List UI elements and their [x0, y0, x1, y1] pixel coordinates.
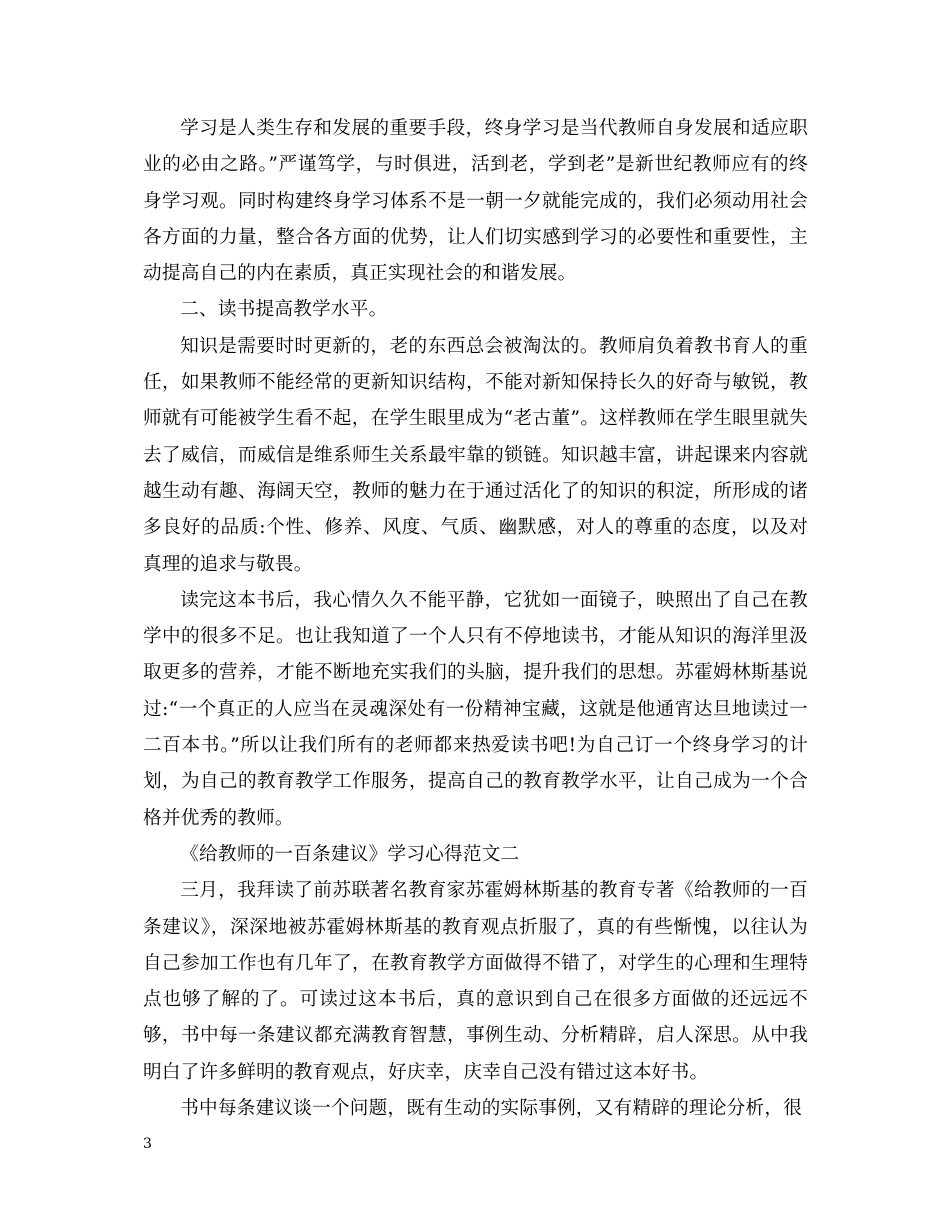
paragraph-each-suggestion: 书中每条建议谈一个问题，既有生动的实际事例，又有精辟的理论分析，很: [180, 1098, 803, 1120]
essay-title-two: 《给教师的一百条建议》学习心得范文二: [180, 843, 520, 865]
paragraph-after-reading: 读完这本书后，我心情久久不能平静，它犹如一面镜子，映照出了自己在教学中的很多不足。也让我知道了一个人只有不停地读书，才能从知识的海洋里汲取更多的营养，才能不断地充实我们的头脑，提升我们的思想。苏霍姆林斯基说过:“一个真正的人应当在灵魂深处有一份精神宝藏，这就是他通宵达旦地读过一二百本书。”所以让我们所有的老师都来热爱读书吧!为自己订一个终身学习的计划，为自己的教育教学工作服务，提高自己的教育教学水平，让自己成为一个合格并优秀的教师。: [143, 589, 808, 829]
page-number: 3: [143, 1136, 152, 1152]
document-body: [143, 111, 808, 1127]
paragraph-lifelong-learning: 学习是人类生存和发展的重要手段，终身学习是当代教师自身发展和适应职业的必由之路。”严谨笃学，与时俱进，活到老，学到老”是新世纪教师应有的终身学习观。同时构建终身学习体系不是一朝一夕就能完成的，我们必须动用社会各方面的力量，整合各方面的优势，让人们切实感到学习的必要性和重要性，主动提高自己的内在素质，真正实现社会的和谐发展。: [143, 118, 808, 285]
section-heading-reading: 二、读书提高教学水平。: [180, 299, 388, 321]
paragraph-march: 三月，我拜读了前苏联著名教育家苏霍姆林斯基的教育专著《给教师的一百条建议》，深深地被苏霍姆林斯基的教育观点折服了，真的有些惭愧，以往认为自己参加工作也有几年了，在教育教学方面做得不错了，对学生的心理和生理特点也够了解的了。可读过这本书后，真的意识到自己在很多方面做的还远远不够，书中每一条建议都充满教育智慧，事例生动、分析精辟，启人深思。从中我明白了许多鲜明的教育观点，好庆幸，庆幸自己没有错过这本好书。: [143, 880, 808, 1083]
paragraph-knowledge-update: 知识是需要时时更新的，老的东西总会被淘汰的。教师肩负着教书育人的重任，如果教师不能经常的更新知识结构，不能对新知保持长久的好奇与敏锐，教师就有可能被学生看不起，在学生眼里成为“老古董”。这样教师在学生眼里就失去了威信，而威信是维系师生关系最牢靠的锁链。知识越丰富，讲起课来内容就越生动有趣、海阔天空，教师的魅力在于通过活化了的知识的积淀，所形成的诸多良好的品质:个性、修养、风度、气质、幽默感，对人的尊重的态度，以及对真理的追求与敬畏。: [143, 335, 808, 575]
